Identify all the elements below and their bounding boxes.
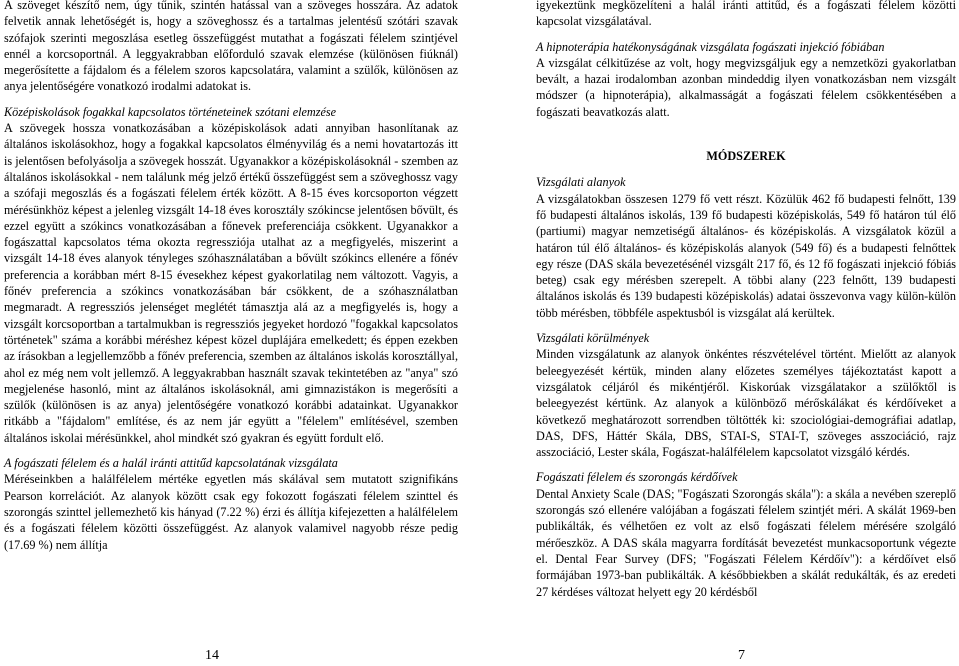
left-paragraph-2: A szövegek hossza vonatkozásában a középiskolások adati annyiban hasonlítanak az általános iskolásokhoz, hogy a fogakkal kapcsolatos élményvilág és a nemi hovatartozás itt is jelentősen befolyásolja a szövegek hosszát. Ugyanakkor a középiskolásoknál - szemben az általános iskolásokkal - nem találunk még jelző értékű összefüggést sem a szöveghossz vagy a szófaji megoszlás és a fogászati félelem érték között. A 8-15 éves korcsoporton végzett mérésünkhöz képest a jelenleg vizsgált 14-18 éves korosztály szókincse jelentősen bővült, és ezzel együtt a szókincs vonatkozásában a főnevek preferenciája csökkent. Ugyanakkor a fogászattal kapcsolatos téma okozta regressziója utalhat az a megfigyelés, miszerint a vizsgált 14-18 éves alanyok tényleges szóhasználatában a bővült szókincs ellenére a főnév preferencia a korábban mért 8-15 évesekhez képest gyakorlatilag nem változott. Vagyis, a főnév preferencia a szókincs vonatkozásában bár csökkent, de a szóhasználatban megmaradt. A regressziós jelenséget meglétét támasztja alá az a megfigyelés is, hogy a vizsgált korcsoportban a tartalmukban is regressziós jegyeket hordozó "fogakkal kapcsolatos történetek" száma a korábbi méréshez képest közel duplájára emelkedett; és éppen ezekben az írásokban a legjellemzőbb a főnév preferencia, szemben az általános iskolás korosztállyal, ahol ez még nem volt jellemző. A leggyakrabban használt szavak tekintetében az "anya" szó megjelenése hasonló, mint az általános iskolásoknál, ami gimnazistákon is megerősíti a szülők (különösen is az anya) jelentőségére vonatkozó korábbi adatainkat. Ugyanakkor ritkább a "fájdalom" említése, és az nem jár együtt a "félelem" említésével, szemben általános iskolai mérésünkkel, ahol mindkét szó gyakran és együtt fordult elő.: [4, 121, 458, 445]
page-number-left: 14: [205, 648, 219, 663]
left-paragraph-1: A szöveget készítő nem, úgy tűnik, szintén hatással van a szöveges hosszára. Az adatok felvetik annak lehetőségét is, hogy a szöveghossz és a tartalmas jelentésű szótári szavak szófajok szerinti megoszlása esetleg összefüggést mutathat a fogászati félelem szintjével ennél a korcsoportnál. A leggyakrabban előforduló szavak elemzése (különösen fiúknál) megerősítette a fájdalom és a félelem szoros kapcsolatára, valamint a szülők, különösen az anya jelentőségére vonatkozó irodalmi adatokat is.: [4, 0, 458, 94]
section-heading-subjects: Vizsgálati alanyok: [536, 175, 626, 190]
section-heading-questionnaires: Fogászati félelem és szorongás kérdőívek: [536, 470, 738, 485]
section-heading-hypnotherapy: A hipnoterápia hatékonyságának vizsgálata fogászati injekció fóbiában: [536, 39, 885, 54]
section-heading-death-attitude: A fogászati félelem és a halál iránti attitűd kapcsolatának vizsgálata: [4, 456, 338, 471]
right-paragraph-2: A vizsgálat célkitűzése az volt, hogy megvizsgáljuk egy a nemzetközi gyakorlatban bevált, a hazai irodalomban azonban mindeddig ilyen vonatkozásban nem vizsgált módszer (a hipnoterápia), alkalmasságát a fogászati félelem csökkentésében a fogászati beavatkozás alatt.: [536, 55, 956, 119]
right-paragraph-1: igyekeztünk megközelíteni a halál iránti attitűd, és a fogászati félelem közötti kapcsolat vizsgálatával.: [536, 0, 956, 29]
methods-heading: MÓDSZEREK: [706, 149, 786, 164]
section-heading-middle-school-analysis: Középiskolások fogakkal kapcsolatos történeteinek szótani elemzése: [4, 104, 337, 119]
left-column: [4, 0, 458, 553]
left-paragraph-3: Méréseinkben a halálfélelem mértéke egyetlen más skálával sem mutatott szignifikáns Pearson korrelációt. Az alanyok között csak egy fokozott fogászati félelem szinttel és szorongás szinttel jellemezhető kis hányad (7.22 %) érzi és állítja kifejezetten a halálfélelem és a fogászati félelem közötti összefüggést. Az alanyok valamivel nagyobb része pedig (17.69 %) nem állítja: [4, 472, 458, 552]
right-paragraph-3: A vizsgálatokban összesen 1279 fő vett részt. Közülük 462 fő budapesti felnőtt, 139 fő budapesti általános iskolás, 139 fő budapesti középiskolás, 549 fő határon túl élő (partiumi) magyar nemzetiségű általános- és középiskolás. A vizsgálatok közül a határon túl élő általános- és középiskolás alanyok (549 fő) és a budapesti felnőttek egy része (DAS skála bevezetésénél vizsgált 217 fő, és 12 fő fogászati injekció fóbiás beteg) csak egy mérésben szerepelt. A többi alany (223 felnőtt, 139 budapesti általános iskolás és 139 budapesti középiskolás) adatai összevonva vagy külön-külön több mérésben, többféle aspektusból is vizsgálat alá kerültek.: [536, 191, 956, 320]
right-paragraph-5: Dental Anxiety Scale (DAS; "Fogászati Szorongás skála"): a skála a nevében szereplő szorongás szó ellenére valójában a fogászati félelem szintjét méri. A skálát 1969-ben publikálták, és vélhetően ez volt az első fogászati félelem mérésére szolgáló mérőeszköz. A DAS skála magyarra fordítását bevezetést munkacsoportunk végezte el. Dental Fear Survey (DFS; "Fogászati Félelem Kérdőív"): a kérdőívet első formájában 1973-ban publikálták. A későbbiekben a skálát redukálták, és az eredeti 27 kérdéses változat helyett egy 20 kérdésből: [536, 486, 956, 599]
right-column: [536, 0, 956, 600]
right-paragraph-4: Minden vizsgálatunk az alanyok önkéntes részvételével történt. Mielőtt az alanyok beleegyezését kértük, minden alany előzetes személyes tájékoztatást kapott a vizsgálatok céljáról és mikéntjéről. Kiskorúak vizsgálatakor a szülőktől is beleegyezést kértünk. Az alanyok a különböző mérőskálákat és kérdőíveket a következő meghatározott sorrendben töltötték ki: szociológiai-demográfiai adatlap, DAS, DFS, Háttér Skála, DBS, STAI-S, STAI-T, szöveges asszociáció, rajz asszociáció, Lester skála, Fogászat-halálfélelem kapcsolatot vizsgáló kérdés.: [536, 347, 956, 460]
section-heading-conditions: Vizsgálati körülmények: [536, 331, 650, 346]
page-number-right: 7: [738, 648, 745, 663]
